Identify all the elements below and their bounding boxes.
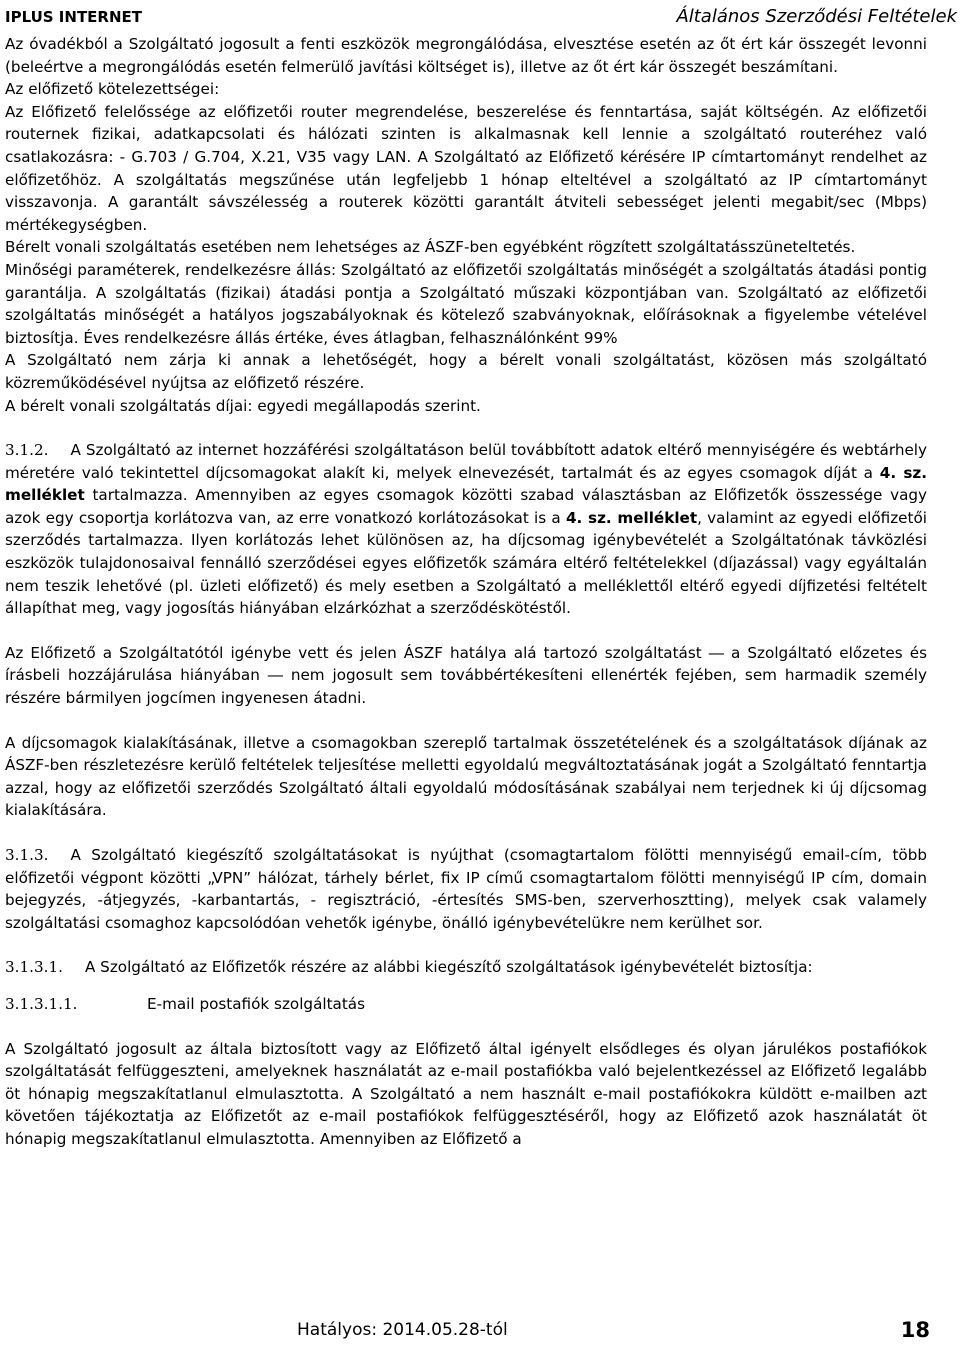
section-3-1-3-1: 3.1.3.1. A Szolgáltató az Előfizetők részére az alábbi kiegészítő szolgáltatások igénybevételét biztosítja:: [5, 958, 813, 977]
paragraph-resale: Az Előfizető a Szolgáltatótól igénybe vett és jelen ÁSZF hatálya alá tartozó szolgáltatást ― a Szolgáltató előzetes és írásbeli hozzájárulása hiányában ― nem jogosult sem továbbértékesíteni ellenérték fejében, sem harmadik személy részére bármilyen jogcímen ingyenesen átadni.: [5, 643, 927, 708]
page-footer: [0, 1318, 930, 1346]
document-body: [5, 33, 927, 1151]
section-number: 3.1.2.: [5, 441, 49, 460]
paragraph-package-changes: A díjcsomagok kialakításának, illetve a csomagokban szereplő tartalmak összetételének és a szolgáltatások díjának az ÁSZF-ben részletezésre kerülő feltételek teljesítése melletti egyoldalú megváltoztatásának jogát a Szolgáltató fenntartja azzal, hogy az előfizetői szerződés Szolgáltató általi egyoldalú módosításának szabályai nem terjednek ki új díjcsomag kialakítására.: [5, 733, 927, 820]
section-number: 3.1.3.: [5, 846, 49, 864]
page-number: 18: [900, 1318, 930, 1342]
paragraph-router: Az Előfizető felelőssége az előfizetői router megrendelése, beszerelése és fenntartása, saját költségén. Az előfizetői routernek fizikai, adatkapcsolati és hálózati szinten is alkalmasnak kell lennie a szolgáltató routeréhez való csatlakozásra: - G.703 / G.704, X.21, V35 vagy LAN. A Szolgáltató az Előfizető kérésére IP címtartományt rendelhet az előfizetőhöz. A szolgáltatás megszűnése után legfeljebb 1 hónap elteltével a szolgáltató az IP címtartományt visszavonja. A garantált sávszélesség a routerek közötti garantált átviteli sebességet jelenti megabit/sec (Mbps) mértékegységben.: [5, 102, 927, 234]
paragraph-suspension: Bérelt vonali szolgáltatás esetében nem lehetséges az ÁSZF-ben egyébként rögzített szolgáltatásszüneteltetés.: [5, 238, 856, 257]
annex-reference: 4. sz. melléklet: [565, 508, 698, 527]
paragraph-fees: A bérelt vonali szolgáltatás díjai: egyedi megállapodás szerint.: [5, 396, 481, 415]
section-number: 3.1.3.1.: [5, 958, 63, 977]
section-3-1-3: 3.1.3. A Szolgáltató kiegészítő szolgáltatásokat is nyújthat (csomagtartalom fölötti mennyiségű email-cím, több előfizetői végpont közötti „VPN” hálózat, tárhely bérlet, fix IP című csomagtartalom fölötti mennyiségű IP cím, domain bejegyzés, -átjegyzés, -karbantartás, - regisztráció, -értesítés SMS-ben, szerverhosztting), melyek csak valamely szolgáltatási csomaghoz kapcsolódóan vehetők igénybe, önálló igénybevételükre nem kerülhet sor.: [5, 846, 927, 932]
effective-date: Hatályos: 2014.05.28-tól: [297, 1320, 508, 1340]
company-name: IPLUS INTERNET: [5, 8, 142, 26]
annex-reference: 4. sz. melléklet: [5, 463, 927, 505]
document-title: Általános Szerződési Feltételek: [676, 6, 957, 27]
paragraph-deposit: Az óvadékból a Szolgáltató jogosult a fenti eszközök megrongálódása, elvesztése esetén az őt ért kár összegét levonni (beleértve a megrongálódás esetén felmerülő javítási költséget is), illetve az őt ért kár összegét beszámítani.: [5, 35, 927, 76]
page-header: [5, 4, 957, 30]
paragraph-obligations-heading: Az előfizető kötelezettségei:: [5, 80, 220, 99]
paragraph-cooperation: A Szolgáltató nem zárja ki annak a lehetőségét, hogy a bérelt vonali szolgáltatást, közösen más szolgáltató közreműködésével nyújtsa az előfizető részére.: [5, 351, 927, 392]
paragraph-quality: Minőségi paraméterek, rendelkezésre állás: Szolgáltató az előfizetői szolgáltatás minőségét a szolgáltatás átadási pontig garantálja. A szolgáltatás (fizikai) átadási pontja a Szolgáltató műszaki központjában van. Szolgáltató az előfizetői szolgáltatás minőségét a hatályos jogszabályoknak és kötelező szabványoknak, előírásoknak a figyelembe vételével biztosítja. Éves rendelkezésre állás értéke, éves átlagban, felhasználónként 99%: [5, 260, 927, 347]
section-3-1-3-1-1: 3.1.3.1.1. E-mail postafiók szolgáltatás: [5, 993, 927, 1016]
paragraph-email-suspension: A Szolgáltató jogosult az általa biztosított vagy az Előfizető által igényelt elsődleges és olyan járulékos postafiókok szolgáltatását felfüggeszteni, amelyeknek használatát az e-mail postafiókba való bejelentkezéssel az Előfizető legalább öt hónapig megszakítatlanul elmulasztotta. A Szolgáltató a nem használt e-mail postafiókokra küldött e-mailben azt követően tájékoztatja az Előfizetőt az e-mail postafiókok felfüggesztéséről, hogy az Előfizető azok használatát öt hónapig megszakítatlanul elmulasztotta. Amennyiben az Előfizető a: [5, 1039, 927, 1148]
section-number: 3.1.3.1.1.: [5, 994, 78, 1013]
section-3-1-2: 3.1.2. A Szolgáltató az internet hozzáférési szolgáltatáson belül továbbított adatok eltérő mennyiségére és webtárhely méretére való tekintettel díjcsomagokat alakít ki, melyek elnevezését, tartalmát és az egyes csomagok díját a 4. sz. melléklet tartalmazza. Amennyiben az egyes csomagok közötti szabad választásban az Előfizetők összessége vagy azok egy csoportja korlátozva van, az erre vonatkozó korlátozásokat is a 4. sz. melléklet, valamint az egyedi előfizetői szerződés tartalmazza. Ilyen korlátozás lehet különösen az, ha díjcsomag igénybevételét a Szolgáltatónak távközlési eszközök tulajdonosaival fennálló szerződései egyes előfizetők számára eltérő feltételekkel (díjazással) vagy egyáltalán nem teszik lehetővé (pl. üzleti előfizető) és mely esetben a Szolgáltató a melléklettől eltérő egyedi díjfizetési feltételt állapíthat meg, vagy jogosítás hiányában elzárkózhat a szerződéskötéstől.: [5, 441, 927, 618]
